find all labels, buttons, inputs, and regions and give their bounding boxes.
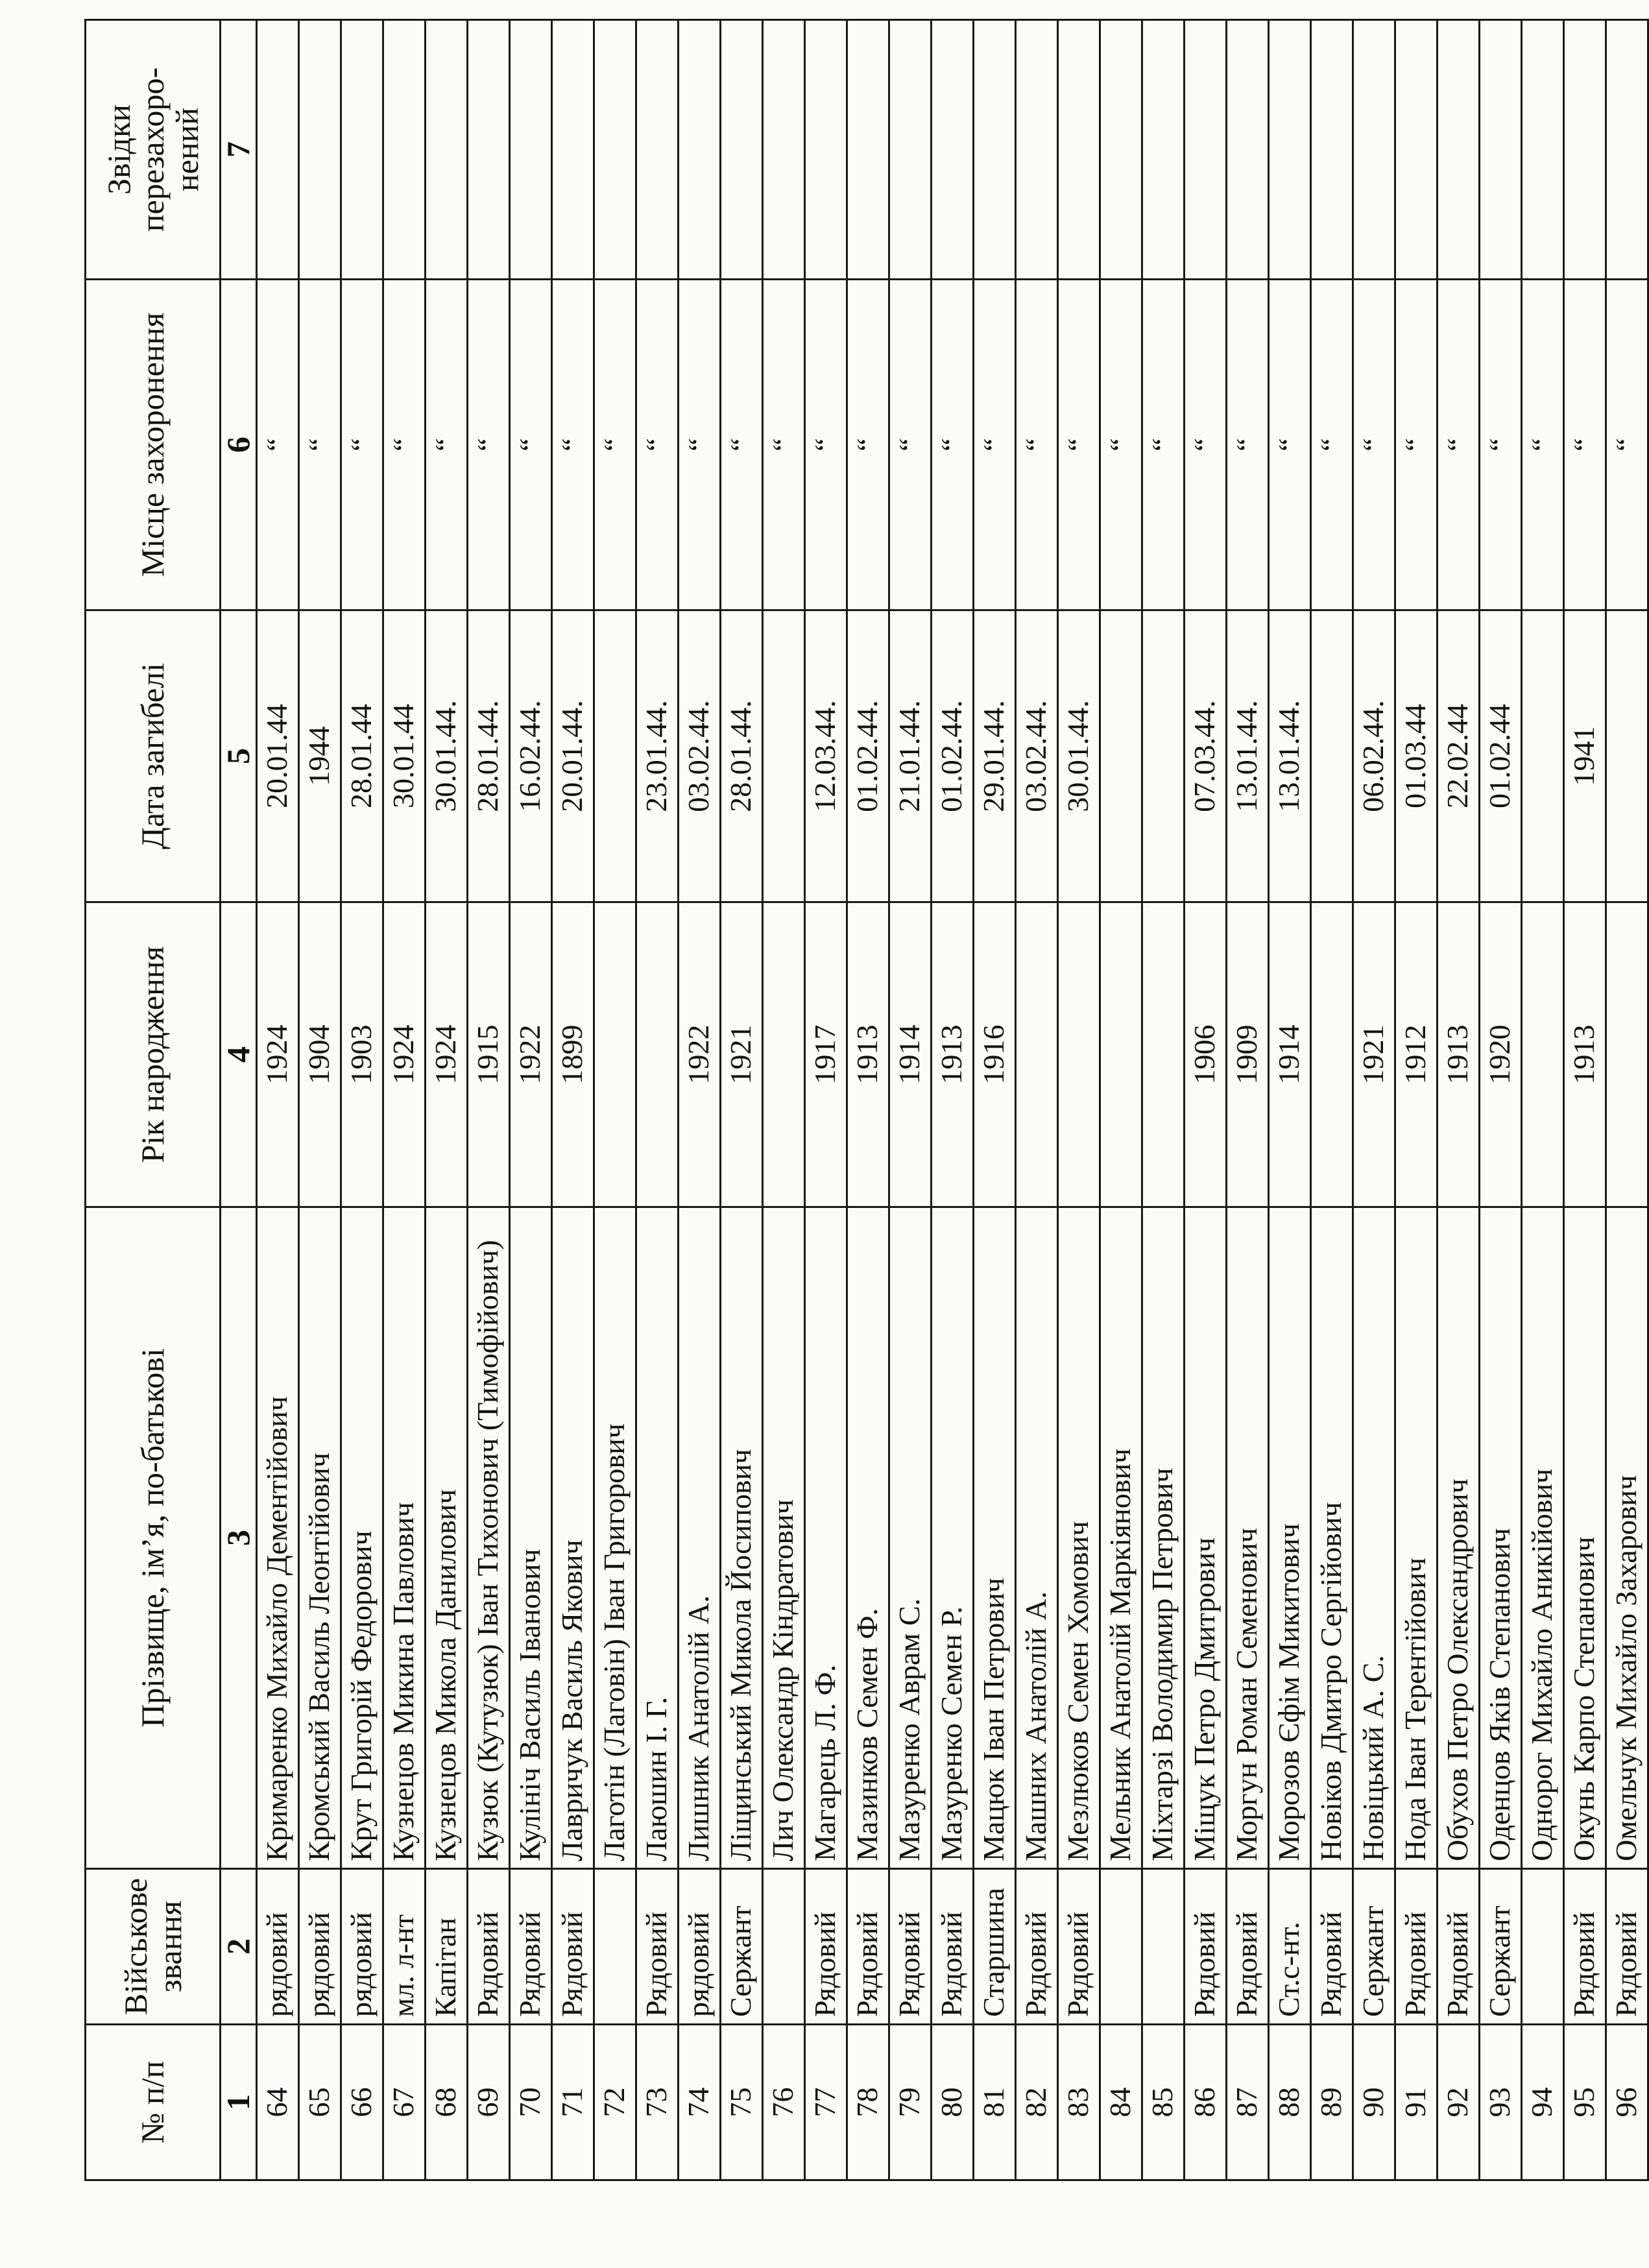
burial-place: “: [804, 280, 847, 610]
table-row: [804, 20, 847, 2180]
header-death-date: Дата загибелі: [86, 610, 221, 902]
row-number: 76: [762, 2025, 804, 2180]
row-number: 87: [1226, 2025, 1268, 2180]
row-number: 67: [383, 2025, 425, 2180]
death-date: 16.02.44.: [509, 610, 551, 902]
row-number: 85: [1142, 2025, 1184, 2180]
death-date: [762, 610, 804, 902]
row-number: 82: [1015, 2025, 1057, 2180]
burial-register-page: [84, 21, 1643, 2181]
row-number: 90: [1353, 2025, 1395, 2180]
full-name: Кузнецов Микола Данилович: [425, 1207, 467, 1869]
birth-year: [1100, 902, 1142, 1207]
row-number: 69: [467, 2025, 509, 2180]
death-date: 30.01.44: [383, 610, 425, 902]
reburied-from: [1479, 20, 1521, 280]
burial-place: “: [551, 280, 594, 610]
row-number: 88: [1268, 2025, 1310, 2180]
reburied-from: [1310, 20, 1353, 280]
burial-place: “: [383, 280, 425, 610]
military-rank: Рядовий: [889, 1869, 931, 2025]
military-rank: рядовий: [298, 1869, 341, 2025]
death-date: 21.01.44.: [889, 610, 931, 902]
death-date: 01.02.44: [1479, 610, 1521, 902]
birth-year: 1921: [1353, 902, 1395, 1207]
row-number: 71: [551, 2025, 594, 2180]
military-rank: рядовий: [341, 1869, 383, 2025]
birth-year: [1015, 902, 1057, 1207]
full-name: Лавричук Василь Якович: [551, 1207, 594, 1869]
burial-place: “: [889, 280, 931, 610]
table-row: [973, 20, 1015, 2180]
full-name: Новіцький А. С.: [1353, 1207, 1395, 1869]
burial-place: “: [1353, 280, 1395, 610]
reburied-from: [1184, 20, 1226, 280]
column-number: 4: [221, 902, 257, 1207]
death-date: 1941: [1563, 610, 1606, 902]
death-date: 28.01.44.: [720, 610, 762, 902]
reburied-from: [1606, 20, 1648, 280]
birth-year: 1914: [1268, 902, 1310, 1207]
military-rank: [1100, 1869, 1142, 2025]
burial-place: “: [636, 280, 678, 610]
birth-year: [1606, 902, 1648, 1207]
burial-place: “: [973, 280, 1015, 610]
reburied-from: [594, 20, 636, 280]
birth-year: 1903: [341, 902, 383, 1207]
death-date: 28.01.44: [341, 610, 383, 902]
full-name: Кузнецов Микина Павлович: [383, 1207, 425, 1869]
row-number: 81: [973, 2025, 1015, 2180]
table-row: [1395, 20, 1437, 2180]
table-row: [1100, 20, 1142, 2180]
military-rank: Рядовий: [847, 1869, 889, 2025]
death-date: 1944: [298, 610, 341, 902]
reburied-from: [298, 20, 341, 280]
burial-place: “: [425, 280, 467, 610]
death-date: 12.03.44.: [804, 610, 847, 902]
full-name: Кромський Василь Леонтійович: [298, 1207, 341, 1869]
table-row: [341, 20, 383, 2180]
full-name: Нода Іван Терентійович: [1395, 1207, 1437, 1869]
military-rank: Рядовий: [804, 1869, 847, 2025]
header-birth-year: Рік народження: [86, 902, 221, 1207]
table-body: [256, 20, 1648, 2180]
full-name: Крут Григорій Федорович: [341, 1207, 383, 1869]
full-name: Однорог Михайло Аникійович: [1521, 1207, 1563, 1869]
table-row: [551, 20, 594, 2180]
full-name: Окунь Карпо Степанович: [1563, 1207, 1606, 1869]
military-rank: Рядовий: [1015, 1869, 1057, 2025]
row-number: 74: [678, 2025, 720, 2180]
death-date: 30.01.44.: [425, 610, 467, 902]
military-rank: Рядовий: [1184, 1869, 1226, 2025]
row-number: 91: [1395, 2025, 1437, 2180]
full-name: Мазуренко Семен Р.: [931, 1207, 973, 1869]
column-number: 1: [221, 2025, 257, 2180]
table-row: [931, 20, 973, 2180]
table-row: [636, 20, 678, 2180]
reburied-from: [973, 20, 1015, 280]
full-name: Лишник Анатолій А.: [678, 1207, 720, 1869]
birth-year: 1913: [931, 902, 973, 1207]
column-number: 5: [221, 610, 257, 902]
column-number: 7: [221, 20, 257, 280]
table-row: [1226, 20, 1268, 2180]
death-date: 13.01.44.: [1268, 610, 1310, 902]
birth-year: 1914: [889, 902, 931, 1207]
military-rank: Рядовий: [1395, 1869, 1437, 2025]
reburied-from: [1142, 20, 1184, 280]
birth-year: [1142, 902, 1184, 1207]
burial-place: “: [847, 280, 889, 610]
reburied-from: [1226, 20, 1268, 280]
burial-place: “: [720, 280, 762, 610]
military-rank: Рядовий: [636, 1869, 678, 2025]
row-number: 89: [1310, 2025, 1353, 2180]
reburied-from: [551, 20, 594, 280]
birth-year: 1913: [1563, 902, 1606, 1207]
burial-place: “: [1057, 280, 1100, 610]
reburied-from: [256, 20, 298, 280]
full-name: Машних Анатолій А.: [1015, 1207, 1057, 1869]
burial-place: “: [1395, 280, 1437, 610]
full-name: Лаготін (Лаговін) Іван Григорович: [594, 1207, 636, 1869]
reburied-from: [1100, 20, 1142, 280]
reburied-from: [889, 20, 931, 280]
table-row: [383, 20, 425, 2180]
burial-place: “: [762, 280, 804, 610]
table-row: [762, 20, 804, 2180]
burial-place: “: [1437, 280, 1479, 610]
full-name: Омельчук Михайло Захарович: [1606, 1207, 1648, 1869]
birth-year: 1924: [425, 902, 467, 1207]
death-date: 29.01.44.: [973, 610, 1015, 902]
military-rank: рядовий: [256, 1869, 298, 2025]
full-name: Кримаренко Михайло Дементійович: [256, 1207, 298, 1869]
military-rank: [1142, 1869, 1184, 2025]
full-name: Обухов Петро Олександрович: [1437, 1207, 1479, 1869]
row-number: 83: [1057, 2025, 1100, 2180]
burial-place: “: [1142, 280, 1184, 610]
table-row: [1015, 20, 1057, 2180]
death-date: 13.01.44.: [1226, 610, 1268, 902]
reburied-from: [1353, 20, 1395, 280]
table-row: [678, 20, 720, 2180]
military-rank: [762, 1869, 804, 2025]
military-rank: Рядовий: [1606, 1869, 1648, 2025]
row-number: 77: [804, 2025, 847, 2180]
birth-year: 1899: [551, 902, 594, 1207]
military-rank: Рядовий: [551, 1869, 594, 2025]
table-row: [1057, 20, 1100, 2180]
table-row: [509, 20, 551, 2180]
death-date: [1606, 610, 1648, 902]
header-reburied-from: Звідки перезахоро-нений: [86, 20, 221, 280]
military-rank: Рядовий: [1563, 1869, 1606, 2025]
military-rank: Ст.с-нт.: [1268, 1869, 1310, 2025]
full-name: Лич Олександр Кіндратович: [762, 1207, 804, 1869]
military-rank: Рядовий: [1310, 1869, 1353, 2025]
death-date: [1521, 610, 1563, 902]
table-header-row: [86, 20, 221, 2180]
row-number: 80: [931, 2025, 973, 2180]
header-number: № п/п: [86, 2025, 221, 2180]
reburied-from: [720, 20, 762, 280]
military-rank: Сержант: [1353, 1869, 1395, 2025]
death-date: 01.02.44.: [847, 610, 889, 902]
burial-place: “: [341, 280, 383, 610]
military-rank: Рядовий: [509, 1869, 551, 2025]
row-number: 92: [1437, 2025, 1479, 2180]
death-date: [1310, 610, 1353, 902]
table-row: [1479, 20, 1521, 2180]
full-name: Ліщинський Микола Йосипович: [720, 1207, 762, 1869]
burial-place: “: [678, 280, 720, 610]
birth-year: [636, 902, 678, 1207]
birth-year: 1924: [256, 902, 298, 1207]
full-name: Кулініч Василь Іванович: [509, 1207, 551, 1869]
header-rank: Військове звання: [86, 1869, 221, 2025]
reburied-from: [509, 20, 551, 280]
full-name: Мацюк Іван Петрович: [973, 1207, 1015, 1869]
table-row: [847, 20, 889, 2180]
burial-place: “: [1226, 280, 1268, 610]
full-name: Мазуренко Аврам С.: [889, 1207, 931, 1869]
birth-year: 1909: [1226, 902, 1268, 1207]
row-number: 65: [298, 2025, 341, 2180]
full-name: Мезлюков Семен Хомович: [1057, 1207, 1100, 1869]
death-date: 03.02.44.: [678, 610, 720, 902]
row-number: 96: [1606, 2025, 1648, 2180]
table-row: [425, 20, 467, 2180]
military-rank: Старшина: [973, 1869, 1015, 2025]
birth-year: 1916: [973, 902, 1015, 1207]
burial-place: “: [1563, 280, 1606, 610]
reburied-from: [847, 20, 889, 280]
column-number: 3: [221, 1207, 257, 1869]
table-row: [720, 20, 762, 2180]
reburied-from: [467, 20, 509, 280]
row-number: 64: [256, 2025, 298, 2180]
row-number: 94: [1521, 2025, 1563, 2180]
full-name: Новіков Дмитро Сергійович: [1310, 1207, 1353, 1869]
military-rank: Сержант: [1479, 1869, 1521, 2025]
full-name: Мазинков Семен Ф.: [847, 1207, 889, 1869]
burial-place: “: [256, 280, 298, 610]
burial-place: “: [1310, 280, 1353, 610]
reburied-from: [678, 20, 720, 280]
reburied-from: [1395, 20, 1437, 280]
military-rank: Рядовий: [1226, 1869, 1268, 2025]
death-date: 01.02.44.: [931, 610, 973, 902]
birth-year: 1922: [509, 902, 551, 1207]
birth-year: 1912: [1395, 902, 1437, 1207]
full-name: Морозов Єфім Микитович: [1268, 1207, 1310, 1869]
table-row: [1437, 20, 1479, 2180]
table-row: [1268, 20, 1310, 2180]
burial-place: “: [1479, 280, 1521, 610]
death-date: 23.01.44.: [636, 610, 678, 902]
birth-year: 1921: [720, 902, 762, 1207]
table-row: [889, 20, 931, 2180]
table-row: [1563, 20, 1606, 2180]
birth-year: [1310, 902, 1353, 1207]
death-date: 30.01.44.: [1057, 610, 1100, 902]
reburied-from: [636, 20, 678, 280]
burial-place: “: [467, 280, 509, 610]
birth-year: 1917: [804, 902, 847, 1207]
burial-place: “: [1015, 280, 1057, 610]
birth-year: 1924: [383, 902, 425, 1207]
reburied-from: [341, 20, 383, 280]
burial-place: “: [931, 280, 973, 610]
reburied-from: [1057, 20, 1100, 280]
birth-year: 1920: [1479, 902, 1521, 1207]
row-number: 84: [1100, 2025, 1142, 2180]
table-row: [298, 20, 341, 2180]
table-row: [594, 20, 636, 2180]
full-name: Оденцов Яків Степанович: [1479, 1207, 1521, 1869]
reburied-from: [1268, 20, 1310, 280]
birth-year: 1922: [678, 902, 720, 1207]
header-full-name: Прізвище, ім’я, по-батькові: [86, 1207, 221, 1869]
table-row: [1606, 20, 1648, 2180]
death-date: 06.02.44.: [1353, 610, 1395, 902]
full-name: Міщук Петро Дмитрович: [1184, 1207, 1226, 1869]
death-date: 20.01.44.: [551, 610, 594, 902]
row-number: 79: [889, 2025, 931, 2180]
birth-year: 1913: [1437, 902, 1479, 1207]
military-rank: Рядовий: [467, 1869, 509, 2025]
column-number: 2: [221, 1869, 257, 2025]
row-number: 73: [636, 2025, 678, 2180]
full-name: Міхтарзі Володимир Петрович: [1142, 1207, 1184, 1869]
header-burial-place: Місце захоронення: [86, 280, 221, 610]
death-date: [1142, 610, 1184, 902]
full-name: Магарець Л. Ф.: [804, 1207, 847, 1869]
full-name: Моргун Роман Семенович: [1226, 1207, 1268, 1869]
reburied-from: [1015, 20, 1057, 280]
table-row: [1353, 20, 1395, 2180]
burial-place: “: [298, 280, 341, 610]
full-name: Мельник Анатолій Маркіянович: [1100, 1207, 1142, 1869]
burial-place: “: [1268, 280, 1310, 610]
reburied-from: [425, 20, 467, 280]
full-name: Лаюшин І. Г.: [636, 1207, 678, 1869]
birth-year: [762, 902, 804, 1207]
burial-place: “: [1606, 280, 1648, 610]
military-rank: мл. л-нт: [383, 1869, 425, 2025]
death-date: [594, 610, 636, 902]
military-rank: Рядовий: [931, 1869, 973, 2025]
column-number-row: [221, 20, 257, 2180]
reburied-from: [1563, 20, 1606, 280]
row-number: 93: [1479, 2025, 1521, 2180]
row-number: 70: [509, 2025, 551, 2180]
row-number: 68: [425, 2025, 467, 2180]
military-rank: Рядовий: [1057, 1869, 1100, 2025]
death-date: 01.03.44: [1395, 610, 1437, 902]
table-row: [256, 20, 298, 2180]
military-rank: Капітан: [425, 1869, 467, 2025]
row-number: 72: [594, 2025, 636, 2180]
birth-year: 1915: [467, 902, 509, 1207]
row-number: 78: [847, 2025, 889, 2180]
burial-place: “: [509, 280, 551, 610]
military-rank: рядовий: [678, 1869, 720, 2025]
death-date: [1100, 610, 1142, 902]
table-row: [1521, 20, 1563, 2180]
reburied-from: [383, 20, 425, 280]
death-date: 20.01.44: [256, 610, 298, 902]
death-date: 28.01.44.: [467, 610, 509, 902]
table-row: [467, 20, 509, 2180]
row-number: 75: [720, 2025, 762, 2180]
death-date: 07.03.44.: [1184, 610, 1226, 902]
reburied-from: [1521, 20, 1563, 280]
full-name: Кузюк (Кутузюк) Іван Тихонович (Тимофійович): [467, 1207, 509, 1869]
row-number: 66: [341, 2025, 383, 2180]
row-number: 95: [1563, 2025, 1606, 2180]
burial-place: “: [1100, 280, 1142, 610]
reburied-from: [762, 20, 804, 280]
reburied-from: [1437, 20, 1479, 280]
birth-year: 1913: [847, 902, 889, 1207]
death-date: 03.02.44.: [1015, 610, 1057, 902]
military-rank: Сержант: [720, 1869, 762, 2025]
burial-place: “: [1521, 280, 1563, 610]
burial-place: “: [594, 280, 636, 610]
burial-register-table: [84, 19, 1649, 2181]
burial-place: “: [1184, 280, 1226, 610]
table-row: [1142, 20, 1184, 2180]
military-rank: [594, 1869, 636, 2025]
table-row: [1184, 20, 1226, 2180]
birth-year: [594, 902, 636, 1207]
column-number: 6: [221, 280, 257, 610]
death-date: 22.02.44: [1437, 610, 1479, 902]
birth-year: [1521, 902, 1563, 1207]
reburied-from: [804, 20, 847, 280]
table-row: [1310, 20, 1353, 2180]
birth-year: 1906: [1184, 902, 1226, 1207]
military-rank: [1521, 1869, 1563, 2025]
birth-year: [1057, 902, 1100, 1207]
birth-year: 1904: [298, 902, 341, 1207]
row-number: 86: [1184, 2025, 1226, 2180]
reburied-from: [931, 20, 973, 280]
military-rank: Рядовий: [1437, 1869, 1479, 2025]
